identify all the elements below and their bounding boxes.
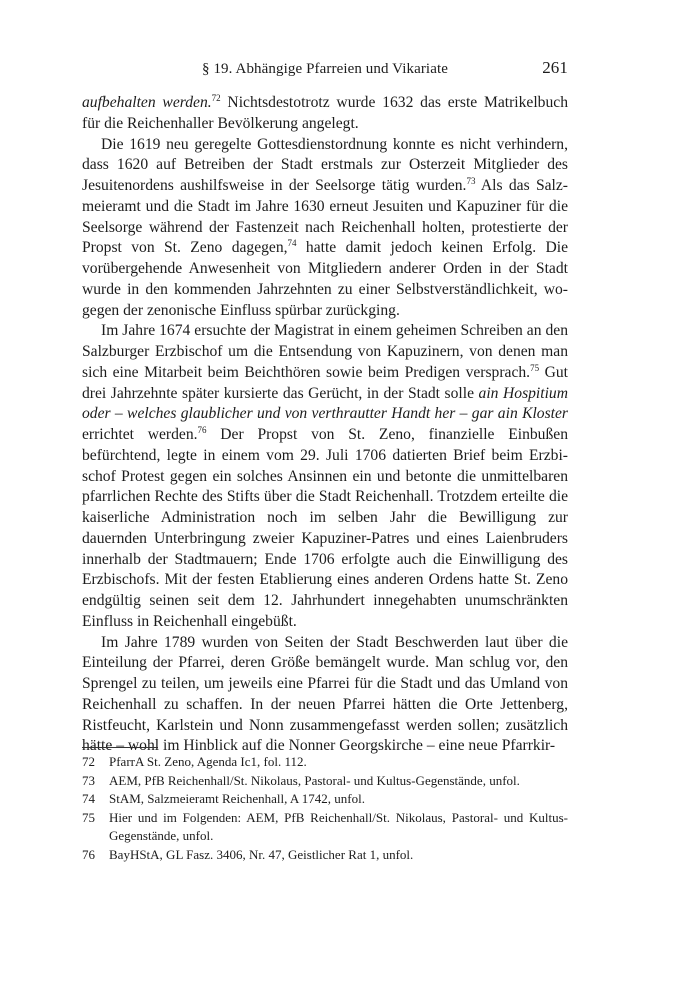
footnote-74 — [82, 790, 568, 809]
footnote-number: 74 — [82, 791, 95, 806]
footnote-text: BayHStA, GL Fasz. 3406, Nr. 47, Geistlicher Rat 1, unfol. — [109, 846, 414, 862]
footnote-ref-73[interactable]: 73 — [466, 176, 476, 186]
paragraph-text: Die 1619 neu geregelte Gottesdienstordnung konnte es nicht verhindern, dass 1620 auf Betreiben der Stadt erstmals zur Osterzeit Mitglieder des Jesuitenordens aushilfsweise in der Seelsorge tätig wurden. — [82, 135, 568, 194]
footnote-75 — [82, 809, 568, 846]
footnote-ref-75[interactable]: 75 — [530, 362, 540, 373]
footnotes — [82, 753, 568, 864]
main-text — [82, 93, 568, 757]
running-header — [82, 58, 568, 84]
paragraph-1 — [82, 93, 568, 135]
footnote-text: StAM, Salzmeieramt Reichenhall, A 1742, unfol. — [109, 791, 365, 806]
footnote-72 — [82, 753, 568, 772]
italic-quote: ain Hospitium oder – welches glaublicher und von verthrautter Handt her – gar ain Kloster — [82, 384, 568, 423]
running-title: § 19. Abhängige Pfarreien und Vikariate — [202, 61, 448, 77]
page-number: 261 — [542, 58, 568, 77]
paragraph-text: Als das Salzmeieramt und die Stadt im Jahre 1630 erneut Jesuiten und Kapuziner für die Seelsorge während der Fastenzeit nach Reichenhall holten, protestierte der Propst von St. Zeno dagegen, — [82, 177, 568, 257]
paragraph-4 — [82, 633, 568, 758]
footnote-ref-76[interactable]: 76 — [197, 425, 207, 435]
footnote-ref-72[interactable]: 72 — [211, 93, 221, 103]
footnote-text: PfarrA St. Zeno, Agenda Ic1, fol. 112. — [109, 754, 307, 769]
footnote-text: Hier und im Folgenden: AEM, PfB Reichenhall/St. Nikolaus, Pastoral- und Kultus-Gegenstände, unfol. — [109, 809, 568, 843]
footnote-76 — [82, 846, 568, 865]
paragraph-text: hatte damit jedoch keinen Erfolg. Die vorübergehende Anwesenheit von Mitgliedern anderer Orden in der Stadt wurde in den kommenden Jahrzehnten zu einer Selbstverständlichkeit, wogegen der zenonische Einfluss spürbar zurückging. — [82, 239, 568, 319]
footnote-number: 72 — [82, 754, 95, 769]
footnote-number: 76 — [82, 846, 95, 862]
footnote-number: 75 — [82, 809, 95, 825]
paragraph-text: Gut drei Jahrzehnte später kursierte das Gerücht, in der Stadt solle — [82, 363, 568, 402]
italic-quote: aufbehalten werden. — [82, 94, 212, 111]
paragraph-text: Der Propst von St. Zeno, finanzielle Einbußen befürchtend, legte in einem vom 29. Juli 1706 datierten Brief beim Erzbischof Protest gegen ein solches Ansinnen ein und betonte die unmittelbaren pfarrlichen Rechte des Stifts über die Stadt Reichenhall. Trotzdem erteilte die kaiserliche Administration noch im selben Jahr die Bewilligung zur dauernden Unterbringung zweier Kapuziner-Patres und eines Laienbruders innerhalb der Stadtmauern; Ende 1706 erfolgte auch die Einwilligung des Erzbischofs. Mit der festen Etablierung eines anderen Ordens hatte St. Zeno endgültig seinen seit dem 12. Jahrhundert innegehabten unumschränkten Einfluss in Reichenhall eingebüßt. — [82, 426, 568, 630]
paragraph-2 — [82, 135, 568, 322]
paragraph-text: Im Jahre 1789 wurden von Seiten der Stadt Beschwerden laut über die Einteilung der Pfarrei, deren Größe bemängelt wurde. Man schlug vor, den Sprengel zu teilen, um jeweils eine Pfarrei für die Stadt und das Umland von Reichenhall zu schaffen. In der neuen Pfarrei hätten die Orte Jettenberg, Ristfeucht, Karlstein und Nonn zusammengefasst werden sollen; zusätzlich hätte – wohl im Hinblick auf die Nonner Georgskirche – eine neue Pfarrkir- — [82, 633, 568, 755]
footnote-ref-74[interactable]: 74 — [287, 238, 297, 249]
paragraph-3 — [82, 321, 568, 632]
paragraph-text: Im Jahre 1674 ersuchte der Magistrat in einem geheimen Schreiben an den Salzburger Erzbischof um die Entsendung von Kapuzinern, von denen man sich eine Mitarbeit beim Beichthören sowie beim Predigen versprach. — [82, 322, 568, 381]
paragraph-text: errichtet werden. — [82, 426, 198, 443]
footnote-73 — [82, 772, 568, 791]
footnote-text: AEM, PfB Reichenhall/St. Nikolaus, Pastoral- und Kultus-Gegenstände, unfol. — [109, 772, 520, 788]
paragraph-text: Nichtsdestotrotz wurde 1632 das erste Matrikelbuch für die Reichenhaller Bevölkerung angelegt. — [82, 94, 568, 132]
footnote-number: 73 — [82, 772, 95, 788]
footnote-separator — [82, 747, 158, 748]
